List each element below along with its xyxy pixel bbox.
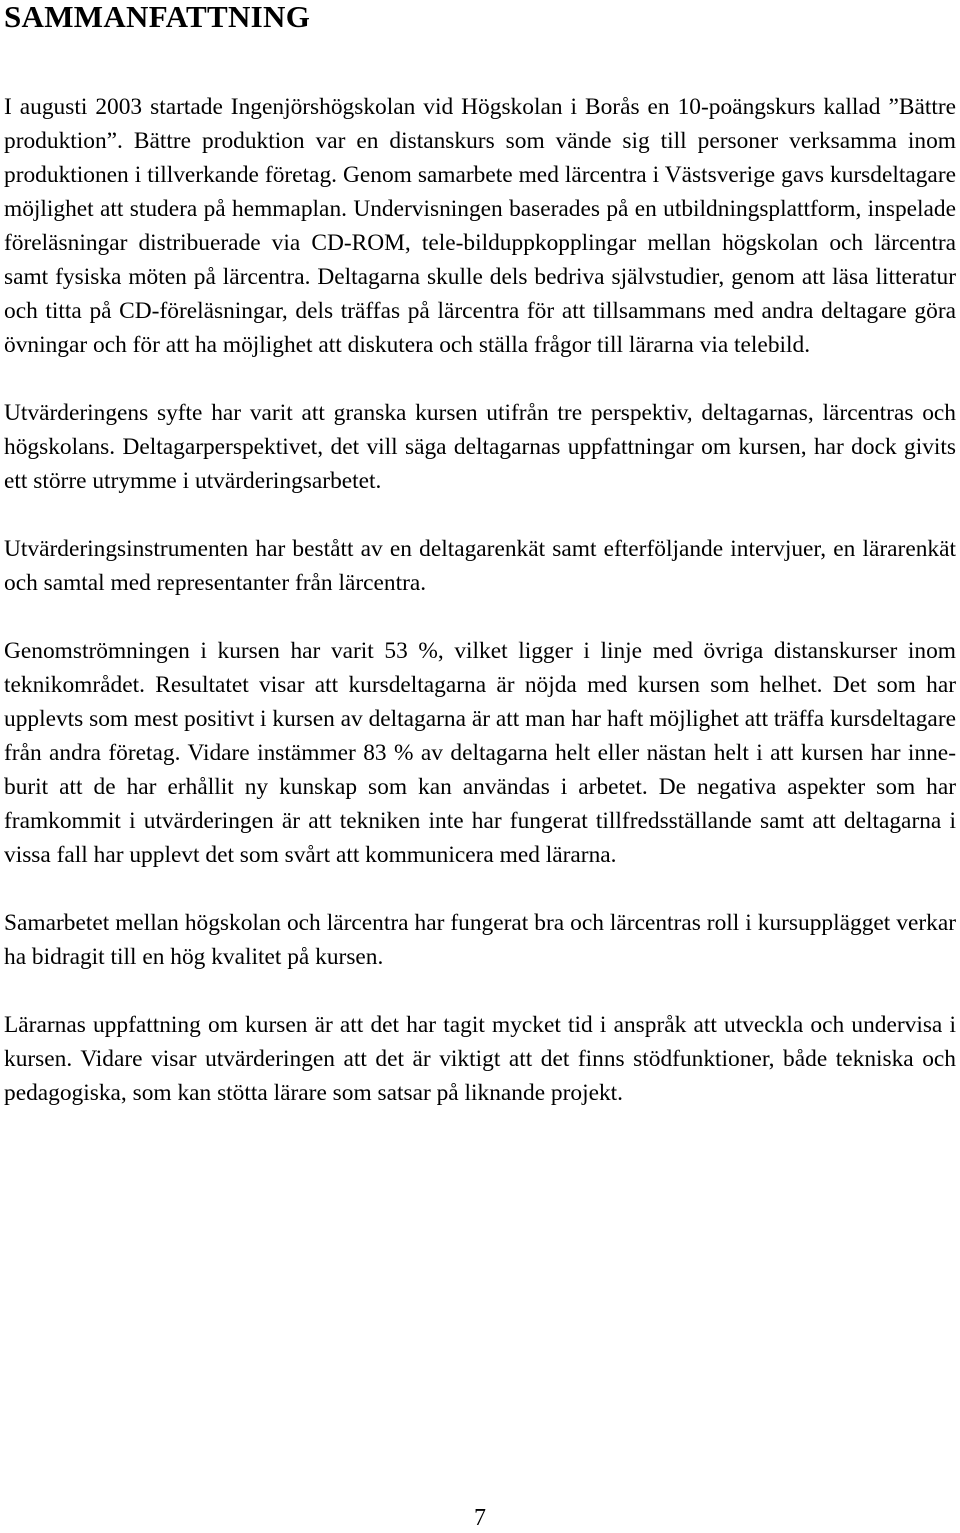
paragraph-purpose: Utvärderingens syfte har varit att granska kursen utifrån tre perspektiv, deltagarnas, lärcentras och högskolans. Deltagarperspektivet, det vill säga deltagarnas uppfattningar om kursen, har dock givits ett större utrymme i utvärderingsarbetet. — [4, 400, 956, 494]
paragraph-cooperation: Samarbetet mellan högskolan och lärcentra har fungerat bra och lärcentras roll i kursupplägget verkar ha bidragit till en hög kvalitet på kursen. — [4, 910, 956, 970]
summary-body — [4, 90, 956, 1110]
paragraph-teachers: Lärarnas uppfattning om kursen är att det har tagit mycket tid i anspråk att utveckla och undervisa i kursen. Vidare visar utvärderingen att det är viktigt att det finns stödfunktioner, både tekniska och pedagogiska, som kan stötta lärare som satsar på liknande projekt. — [4, 1012, 956, 1106]
document-page — [4, 0, 956, 1144]
paragraph-results: Genomströmningen i kursen har varit 53 %, vilket ligger i linje med övriga distanskurser inom teknikområdet. Resultatet visar att kursdeltagarna är nöjda med kursen som helhet. Det som har upplevts som mest positivt i kursen av deltagarna är att man har haft möjlighet att träffa kursdeltagare från andra företag. Vidare instämmer 83 % av deltagarna helt eller nästan helt i att kursen har inneburit att de har erhållit ny kunskap som kan användas i arbetet. De negativa aspekter som har framkommit i utvärderingen är att tekniken inte har fungerat tillfredsställande samt att deltagarna i vissa fall har upplevt det som svårt att kommunicera med lärarna. — [4, 638, 956, 868]
section-title: SAMMANFATTNING — [4, 0, 311, 34]
paragraph-intro: I augusti 2003 startade Ingenjörshögskolan vid Högskolan i Borås en 10-poängskurs kallad ”Bättre produktion”. Bättre produktion var en distanskurs som vände sig till personer verksamma inom produktionen i tillverkande företag. Genom samarbete med lärcentra i Västsverige gavs kursdeltagare möjlighet att studera på hemmaplan. Undervisningen baserades på en utbildningsplattform, inspelade föreläsningar distribuerade via CD-ROM, tele-bilduppkopplingar mellan högskolan och lärcentra samt fysiska möten på lärcentra. Deltagarna skulle dels bedriva självstudier, genom att läsa litteratur och titta på CD-föreläsningar, dels träffas på lärcentra för att tillsammans med andra deltagare göra övningar och för att ha möjlighet att diskutera och ställa frågor till lärarna via telebild. — [4, 94, 956, 358]
page-number: 7 — [474, 1505, 486, 1531]
paragraph-instruments: Utvärderingsinstrumenten har bestått av en deltagarenkät samt efterföljande intervjuer, en lärarenkät och samtal med representanter från lärcentra. — [4, 536, 956, 596]
